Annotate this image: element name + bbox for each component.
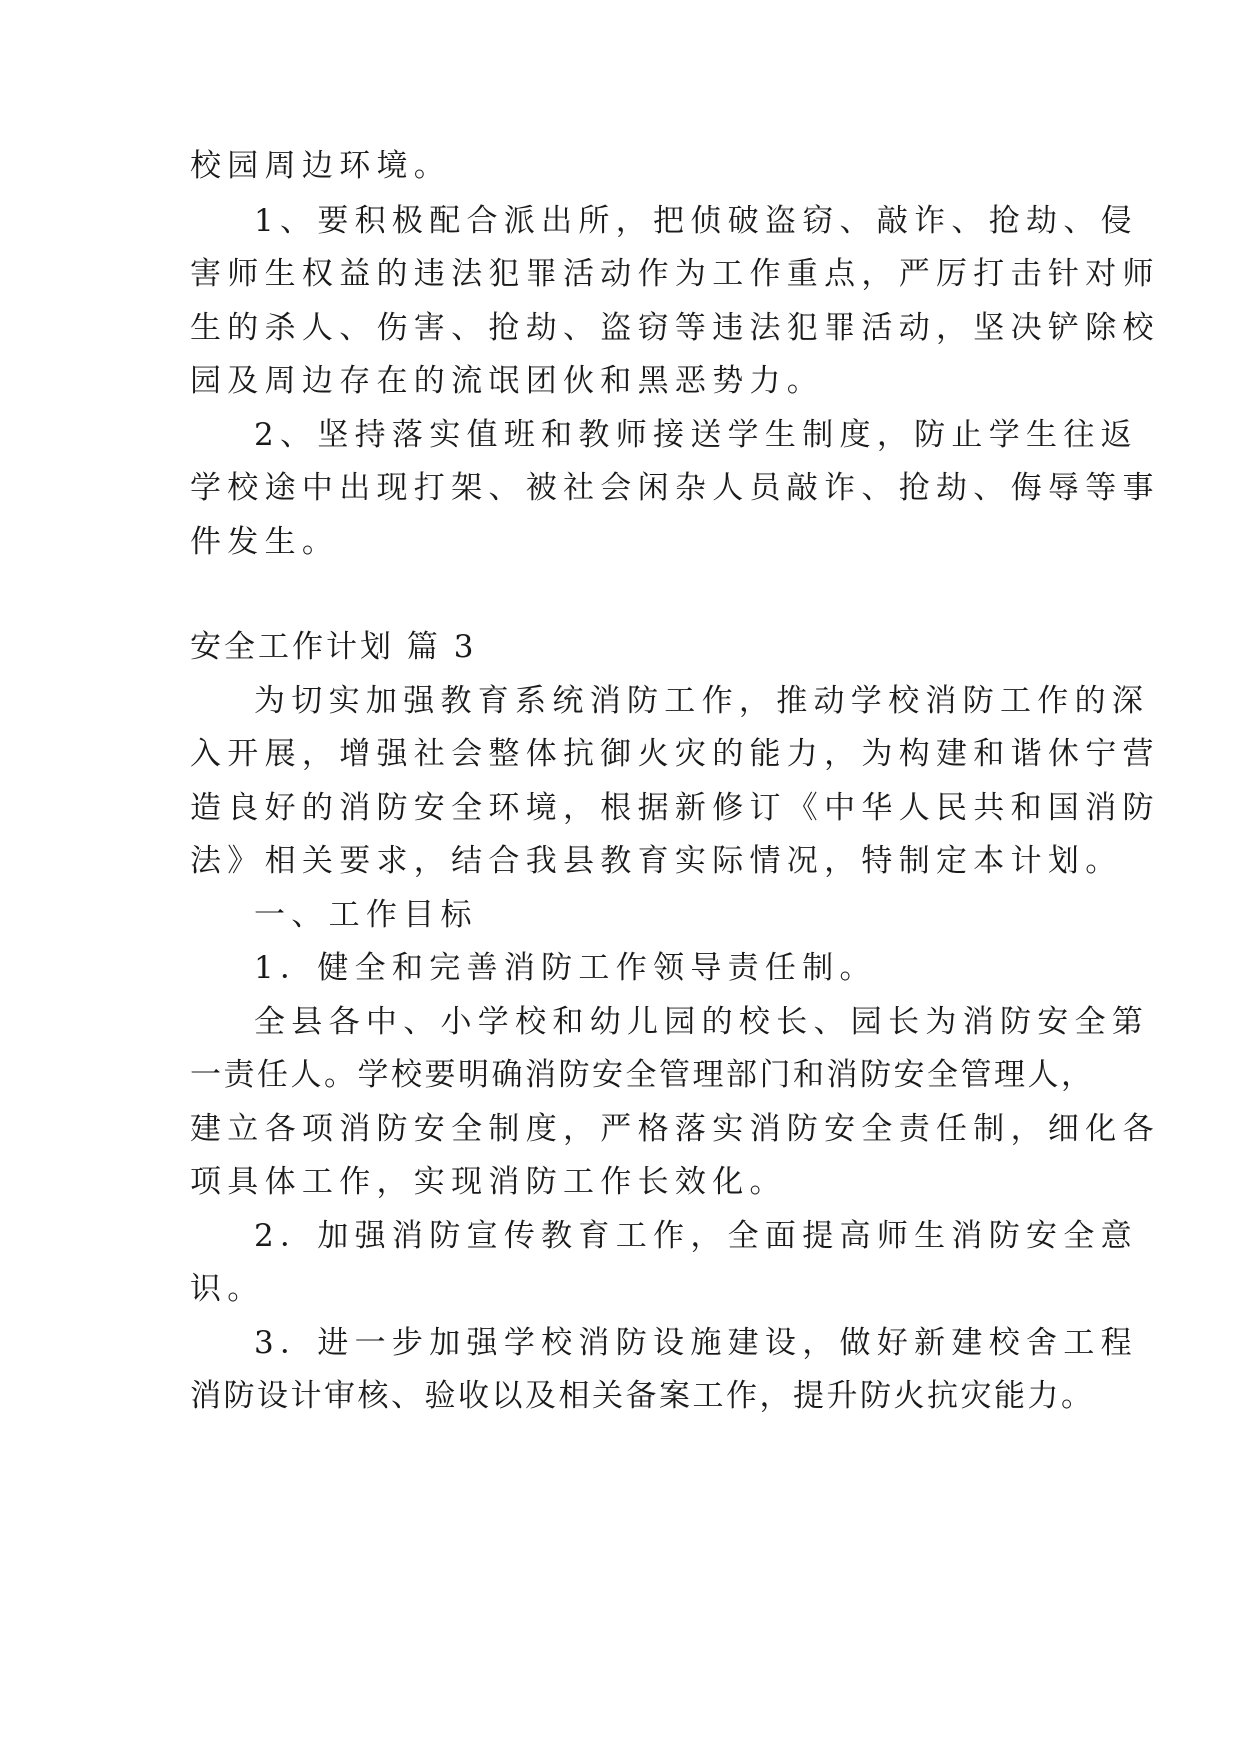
text-line-5: 园及周边存在的流氓团伙和黑恶势力。 <box>190 363 825 399</box>
text-line-8: 件发生。 <box>190 524 340 560</box>
text-line-13: 法》相关要求，结合我县教育实际情况，特制定本计划。 <box>190 843 1123 879</box>
text-line-11: 入开展，增强社会整体抗御火灾的能力，为构建和谐休宁营 <box>190 736 1160 772</box>
section-heading: 安全工作计划 篇 3 <box>190 629 477 665</box>
text-line-19: 项具体工作，实现消防工作长效化。 <box>190 1164 787 1200</box>
text-line-2: 1、要积极配合派出所，把侦破盗窃、敲诈、抢劫、侵 <box>254 203 1138 239</box>
text-line-7: 学校途中出现打架、被社会闲杂人员敲诈、抢劫、侮辱等事 <box>190 470 1160 506</box>
text-line-16: 全县各中、小学校和幼儿园的校长、园长为消防安全第 <box>254 1004 1150 1040</box>
text-line-21: 识。 <box>190 1271 265 1307</box>
text-line-14: 一、工作目标 <box>254 897 478 933</box>
text-line-4: 生的杀人、伤害、抢劫、盗窃等违法犯罪活动，坚决铲除校 <box>190 310 1160 346</box>
text-line-18: 建立各项消防安全制度，严格落实消防安全责任制，细化各 <box>190 1111 1160 1147</box>
text-line-22: 3．进一步加强学校消防设施建设，做好新建校舍工程 <box>254 1325 1138 1361</box>
text-line-23: 消防设计审核、验收以及相关备案工作，提升防火抗灾能力。 <box>190 1378 1095 1414</box>
text-line-1: 校园周边环境。 <box>190 148 452 184</box>
text-line-15: 1．健全和完善消防工作领导责任制。 <box>254 950 877 986</box>
text-line-20: 2．加强消防宣传教育工作，全面提高师生消防安全意 <box>254 1218 1138 1254</box>
text-line-6: 2、坚持落实值班和教师接送学生制度，防止学生往返 <box>254 417 1138 453</box>
text-line-12: 造良好的消防安全环境，根据新修订《中华人民共和国消防 <box>190 790 1160 826</box>
text-line-3: 害师生权益的违法犯罪活动作为工作重点，严厉打击针对师 <box>190 256 1160 292</box>
text-line-17: 一责任人。学校要明确消防安全管理部门和消防安全管理人， <box>190 1057 1095 1093</box>
text-line-10: 为切实加强教育系统消防工作，推动学校消防工作的深 <box>254 683 1150 719</box>
